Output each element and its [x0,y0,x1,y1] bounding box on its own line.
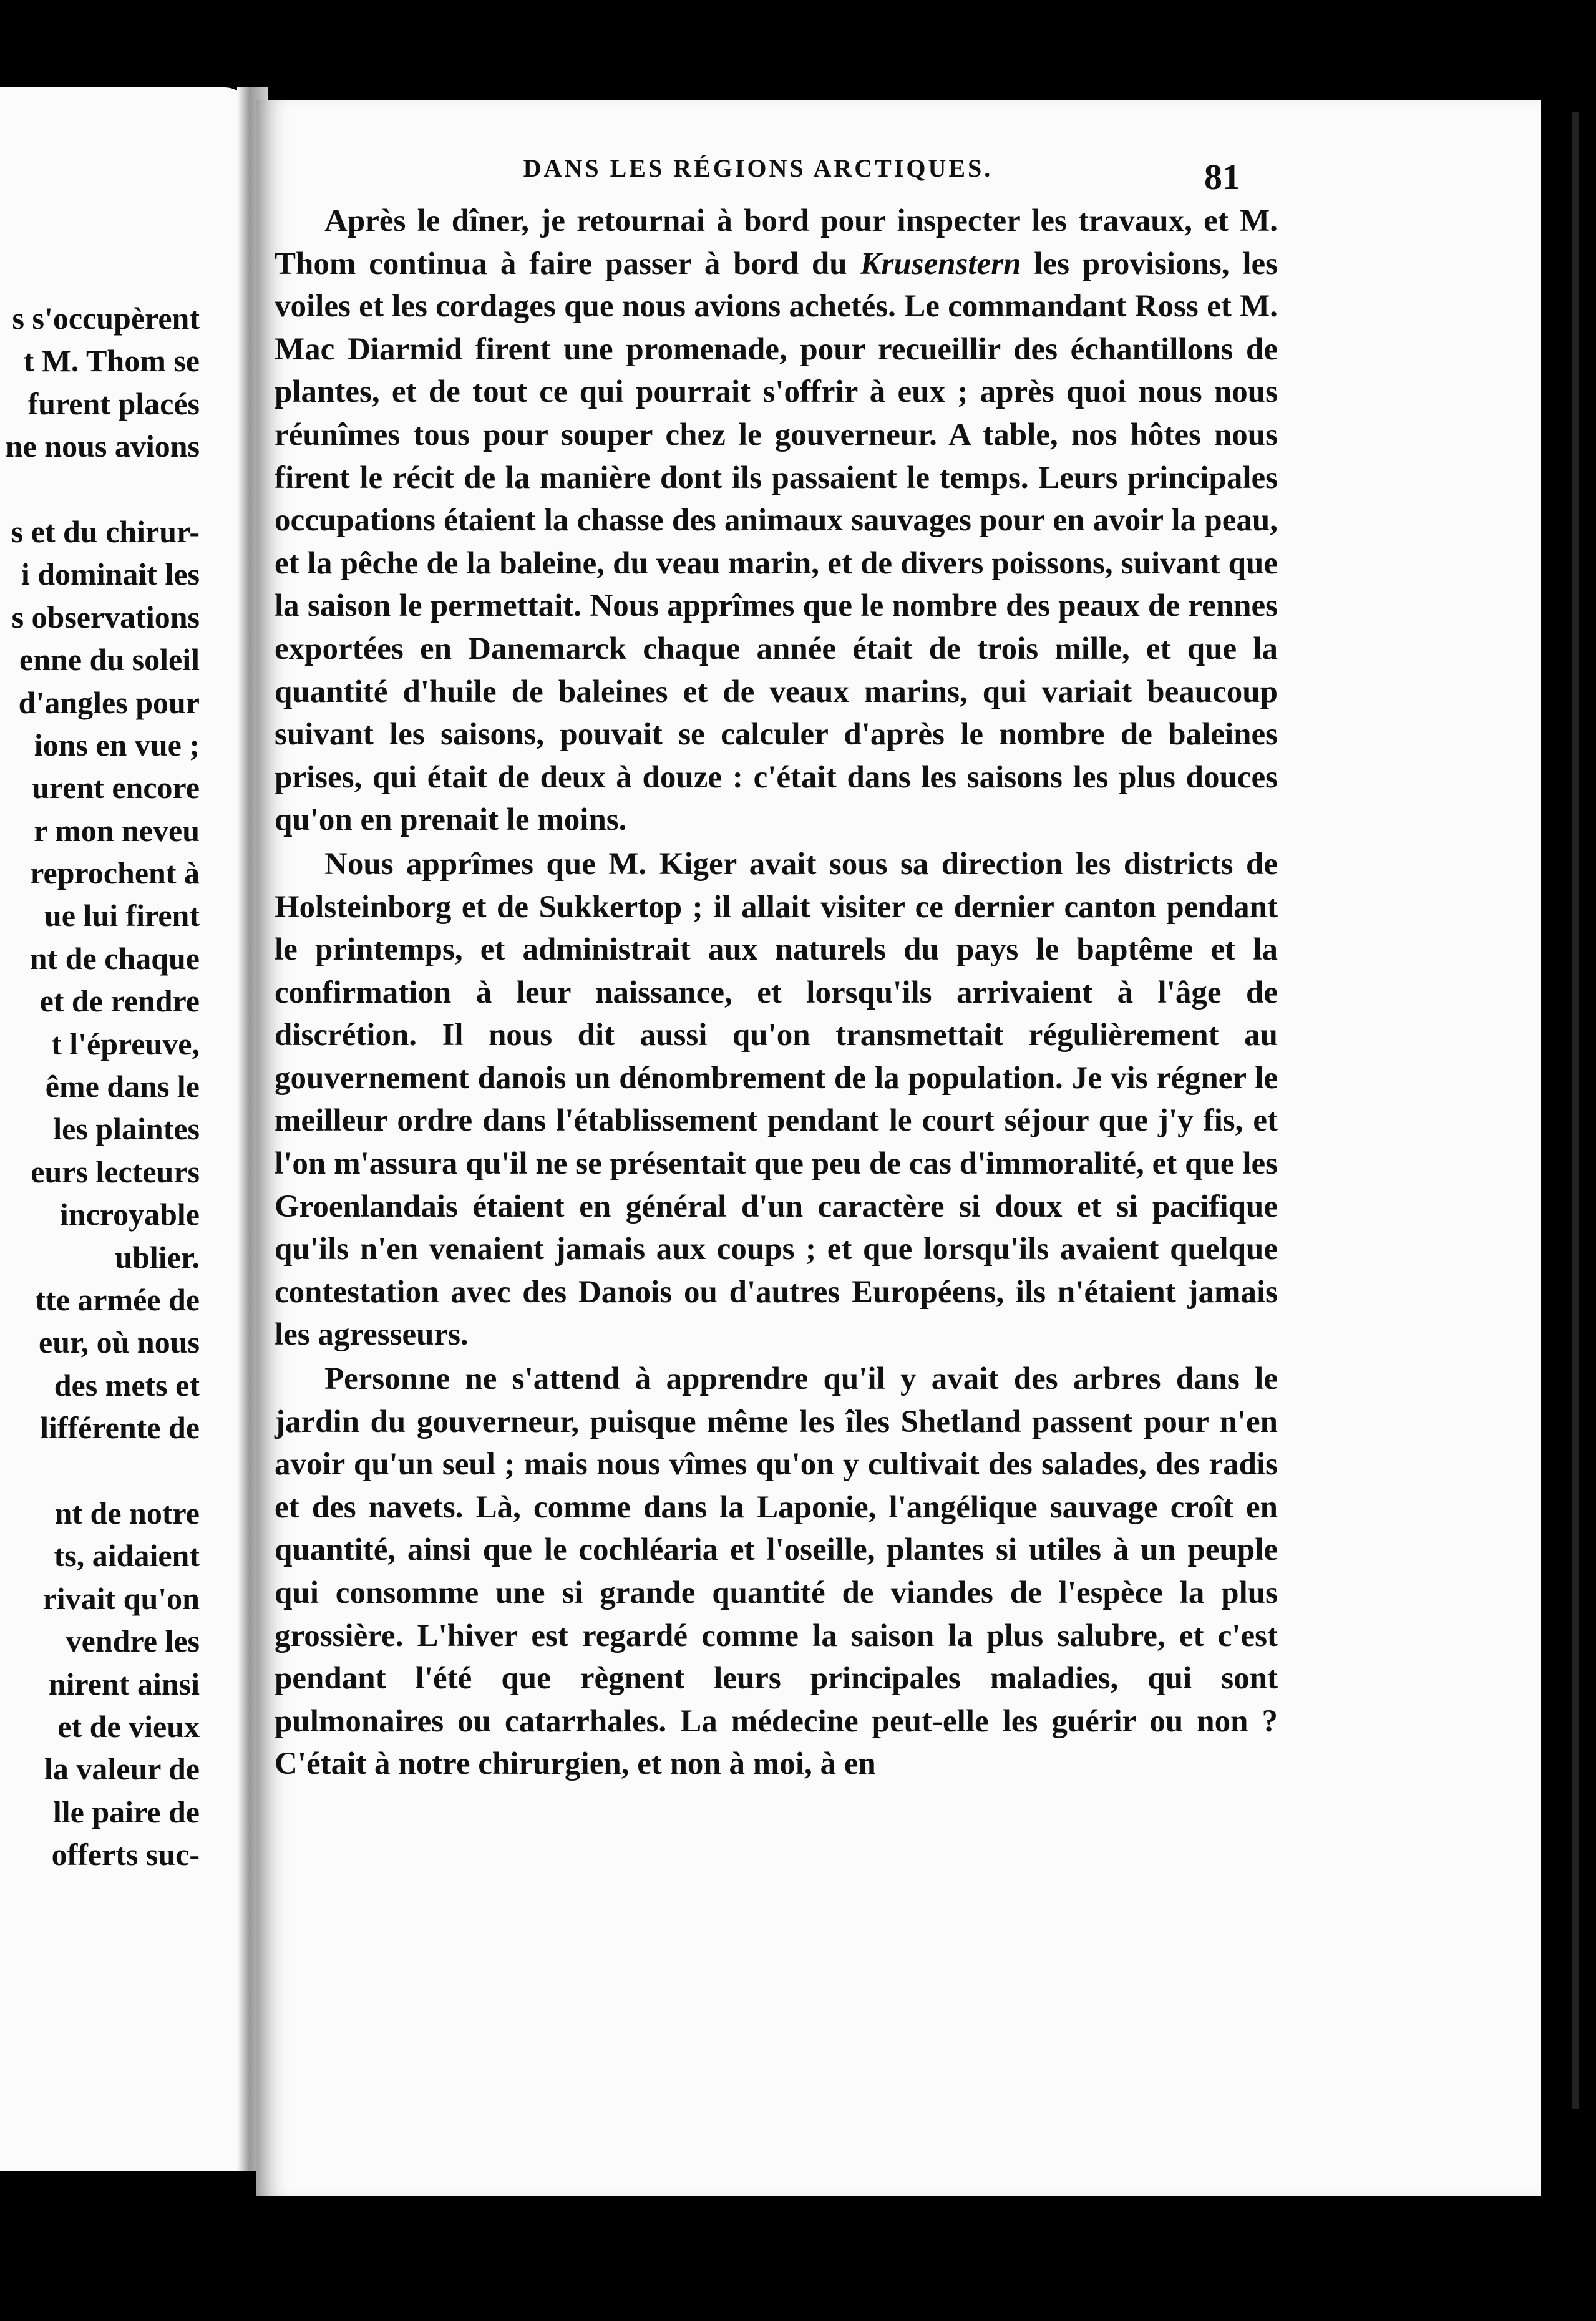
paragraph-1-after: les provisions, les voiles et les cordages que nous avions achetés. Le commandant Ross et M. Mac Diarmid firent une promenade, pour recueillir des échantillons de plantes, et de tout ce qui pourrait s'offrir à eux ; après quoi nous nous réunîmes tous pour souper chez le gouverneur. A table, nos hôtes nous firent le récit de la manière dont ils passaient le temps. Leurs principales occupations étaient la chasse des animaux sauvages pour en avoir la peau, et la pêche de la baleine, du veau marin, et de divers poissons, suivant que la saison le permettait. Nous apprîmes que le nombre des peaux de rennes exportées en Danemarck chaque année était de trois mille, et que la quantité d'huile de baleines et de veaux marins, qui variait beaucoup suivant les saisons, pouvait se calculer d'après le nombre de baleines prises, qui était de deux à douze : c'était dans les saisons les plus douces qu'on en prenait le moins. [275,246,1278,838]
running-head: DANS LES RÉGIONS ARCTIQUES. [523,154,993,182]
left-page-line: et de rendre [39,983,200,1019]
left-page-line: lle paire de [52,1794,200,1829]
left-page-line: des mets et [54,1367,200,1403]
left-page-line: urent encore [32,770,200,805]
left-page-line: ts, aidaient [54,1538,200,1574]
left-page-line: enne du soleil [19,642,200,678]
left-page-line [0,468,200,510]
left-page-line: s s'occupèrent [12,301,200,336]
left-page-line: lifférente de [40,1410,200,1446]
left-page-line: ue lui firent [44,898,200,933]
left-page-line: ême dans le [45,1069,200,1104]
left-page-line [0,1449,200,1492]
left-page-text [0,297,200,1876]
left-page-line: les plaintes [53,1111,200,1147]
left-page-line: s observations [11,599,200,635]
left-page-line: reprochent à [30,855,200,891]
page-number: 81 [1204,157,1240,197]
left-page-line: vendre les [66,1623,200,1659]
ship-name: Krusenstern [860,246,1021,281]
left-page-line: nt de notre [54,1495,200,1530]
body-text [275,200,1278,1786]
left-page-line: r mon neveu [34,812,200,848]
left-page-line: ublier. [115,1239,200,1275]
left-page-line: incroyable [59,1197,200,1232]
left-page-line: eur, où nous [39,1325,200,1360]
left-page-line: t M. Thom se [23,343,200,379]
paragraph-1-before: Après le dîner, je retournai à bord pour inspecter les travaux, et M. Thom continua à faire passer à bord du [275,203,1278,281]
left-page-line: offerts suc- [51,1837,200,1872]
left-page-line: t l'épreuve, [51,1026,200,1061]
left-page-line: ne nous avions [5,429,200,464]
left-page-line: nt de chaque [29,940,200,976]
left-page-line: eurs lecteurs [31,1154,200,1189]
left-page [0,87,250,2171]
left-page-line: nirent ainsi [48,1666,200,1701]
paragraph-3: Personne ne s'attend à apprendre qu'il y avait des arbres dans le jardin du gouverneur, puisque même les îles Shetland passent pour n'en avoir qu'un seul ; mais nous vîmes qu'on y cultivait des salades, des radis et des navets. Là, comme dans la Laponie, l'angélique sauvage croît en quantité, ainsi que le cochléaria et l'oseille, plantes si utiles à un peuple qui consomme une si grande quantité de viandes de l'espèce la plus grossière. L'hiver est regardé comme la saison la plus salubre, et c'est pendant l'été que règnent leurs principales maladies, qui sont pulmonaires ou catarrhales. La médecine peut-elle les guérir ou non ? C'était à notre chirurgien, et non à moi, à en [275,1361,1278,1782]
left-page-line: la valeur de [44,1751,200,1787]
left-page-line: tte armée de [35,1282,200,1317]
left-page-line: ions en vue ; [34,727,200,762]
left-page-line: rivait qu'on [42,1580,200,1616]
left-page-line: i dominait les [21,557,200,592]
paragraph-1 [275,200,1278,842]
left-page-line: furent placés [27,386,200,421]
left-page-line: d'angles pour [18,684,200,720]
scan-edge [1572,112,1579,2109]
left-page-line: et de vieux [57,1708,200,1744]
left-page-line: s et du chirur- [11,513,200,549]
paragraph-2: Nous apprîmes que M. Kiger avait sous sa direction les districts de Holsteinborg et de Sukkertop ; il allait visiter ce dernier canton pendant le printemps, et administrait aux naturels du pays le baptême et la confirmation à leur naissance, et lorsqu'ils arrivaient à l'âge de discrétion. Il nous dit aussi qu'on transmettait régulièrement au gouvernement danois un dénombrement de la population. Je vis régner le meilleur ordre dans l'établissement pendant le court séjour que j'y fis, et l'on m'assura qu'il ne se présentait que peu de cas d'immoralité, et que les Groenlandais étaient en général d'un caractère si doux et si pacifique qu'ils n'en venaient jamais aux coups ; et que lorsqu'ils avaient quelque contestation avec des Danois ou d'autres Européens, ils n'étaient jamais les agresseurs. [275,846,1278,1353]
